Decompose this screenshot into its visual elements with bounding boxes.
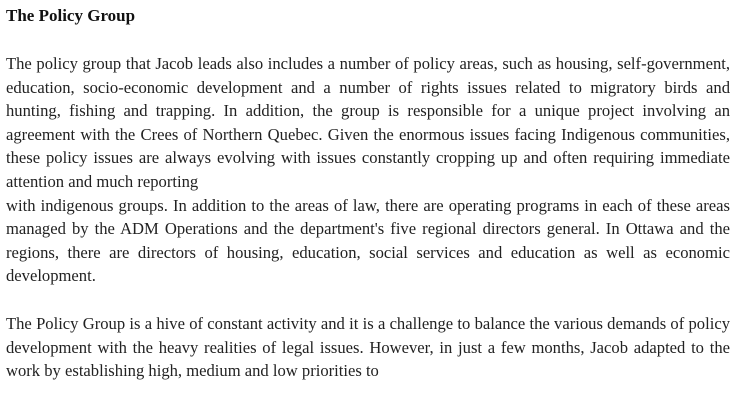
paragraph-1-part-2: with indigenous groups. In addition to the areas of law, there are operating programs in each of these areas managed by the ADM Operations and the department's five regional directors general. In Ottawa and the regions, there are directors of housing, education, social services and education as well as economic development. xyxy=(6,195,730,286)
spacer xyxy=(6,28,730,52)
spacer xyxy=(6,288,730,312)
document-body xyxy=(6,4,730,383)
section-heading: The Policy Group xyxy=(6,6,136,25)
paragraph-1-part-1: The policy group that Jacob leads also includes a number of policy areas, such as housing, self-government, education, socio-economic development and a number of rights issues related to migratory birds and hunting, fishing and trapping. In addition, the group is responsible for a unique project involving an agreement with the Crees of Northern Quebec. Given the enormous issues facing Indigenous communities, these policy issues are always evolving with issues constantly cropping up and often requiring immediate attention and much reporting xyxy=(6,54,730,191)
paragraph-2: The Policy Group is a hive of constant activity and it is a challenge to balance the various demands of policy development with the heavy realities of legal issues. However, in just a few months, Jacob adapted to the work by establishing high, medium and low priorities to xyxy=(6,313,730,381)
